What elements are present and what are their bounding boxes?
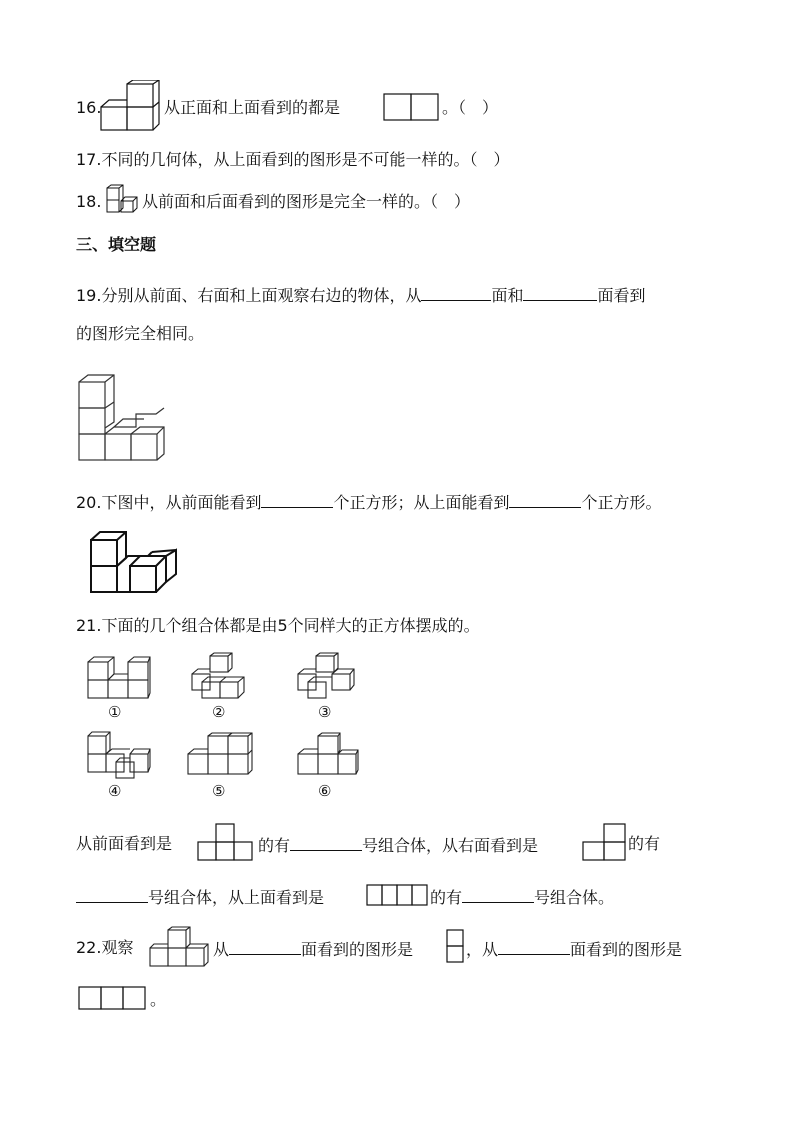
q19-text-a: 19.分别从前面、右面和上面观察右边的物体，从 [76,286,422,305]
q22-text-f: 。 [150,990,167,1009]
q21-label-2: ② [212,703,226,721]
q22-cube-figure [148,926,210,968]
q21-row2 [76,886,324,908]
q19-text-c: 面看到 [597,286,646,305]
q16-text: 从正面和上面看到的都是 [164,98,341,117]
q21-figure-3 [296,652,358,700]
q21-label-5: ⑤ [212,782,226,800]
q18-num: 18. [76,192,102,211]
q21-text-s3: 号组合体，从右面看到是 [362,836,539,855]
q20-line [76,491,661,513]
q21-figure-5 [186,732,254,778]
q18-text: 从前面和后面看到的图形是完全一样的。（ ） [142,192,471,211]
q20-text-c: 个正方形。 [581,493,662,512]
q16-cube-figure [99,80,161,132]
q21-row2b [430,886,614,908]
q22-blank-1[interactable] [229,938,301,955]
q21-blank-1[interactable] [290,834,362,851]
q20-text-a: 20.下图中，从前面能看到 [76,493,262,512]
q19-text-b: 面和 [491,286,524,305]
q22-text-b: 从 [213,940,230,959]
q21-row1 [258,834,538,856]
q19-blank-1[interactable] [421,284,491,301]
q21-text-s2: 的有 [258,836,291,855]
q20-cube-figure [88,530,180,596]
q20-blank-2[interactable] [509,491,581,508]
q16-end: 。（ ） [442,98,499,117]
q21-intro: 21.下面的几个组合体都是由5个同样大的正方体摆成的。 [76,616,480,635]
q19-blank-2[interactable] [523,284,597,301]
q21-figure-1 [86,654,152,700]
q21-blank-3[interactable] [462,886,534,903]
q21-figure-4 [86,730,152,780]
q22-blank-2[interactable] [498,938,570,955]
q21-s1: 从前面看到是 [76,834,173,853]
q21-text-s7: 号组合体。 [534,888,615,907]
q22-front-view-figure [78,986,148,1010]
q22-text-c: 面看到的图形是 [301,940,414,959]
q19-line2: 的图形完全相同。 [76,324,205,343]
q22-side-view-figure [446,929,464,963]
q21-text-s6: 的有 [430,888,463,907]
q19-cube-figure [76,372,168,466]
q16-num: 16. [76,98,102,117]
q21-text-s4: 的有 [628,834,661,853]
q21-label-1: ① [108,703,122,721]
q21-text-s5: 号组合体，从上面看到是 [148,888,325,907]
q22-text-a: 22.观察 [76,938,134,957]
q21-label-3: ③ [318,703,332,721]
q21-figure-2 [190,652,250,700]
q22-row1b [466,938,682,960]
q22-text-d: ，从 [466,940,499,959]
q21-figure-6 [296,732,360,778]
q22-text-e: 面看到的图形是 [570,940,683,959]
q21-top-view-figure [366,884,428,906]
q21-front-view-figure [197,823,255,861]
q21-label-4: ④ [108,782,122,800]
q20-blank-1[interactable] [261,491,333,508]
q19-line1 [76,284,645,306]
q22-row1 [213,938,413,960]
q21-blank-2[interactable] [76,886,148,903]
q21-right-view-figure [582,823,626,861]
q18-cube-figure [104,184,138,214]
q17-text: 17.不同的几何体，从上面看到的图形是不可能一样的。（ ） [76,150,510,169]
q16-answer-figure [383,93,439,121]
q20-text-b: 个正方形；从上面能看到 [333,493,510,512]
q21-label-6: ⑥ [318,782,332,800]
section-title: 三、填空题 [76,235,157,254]
